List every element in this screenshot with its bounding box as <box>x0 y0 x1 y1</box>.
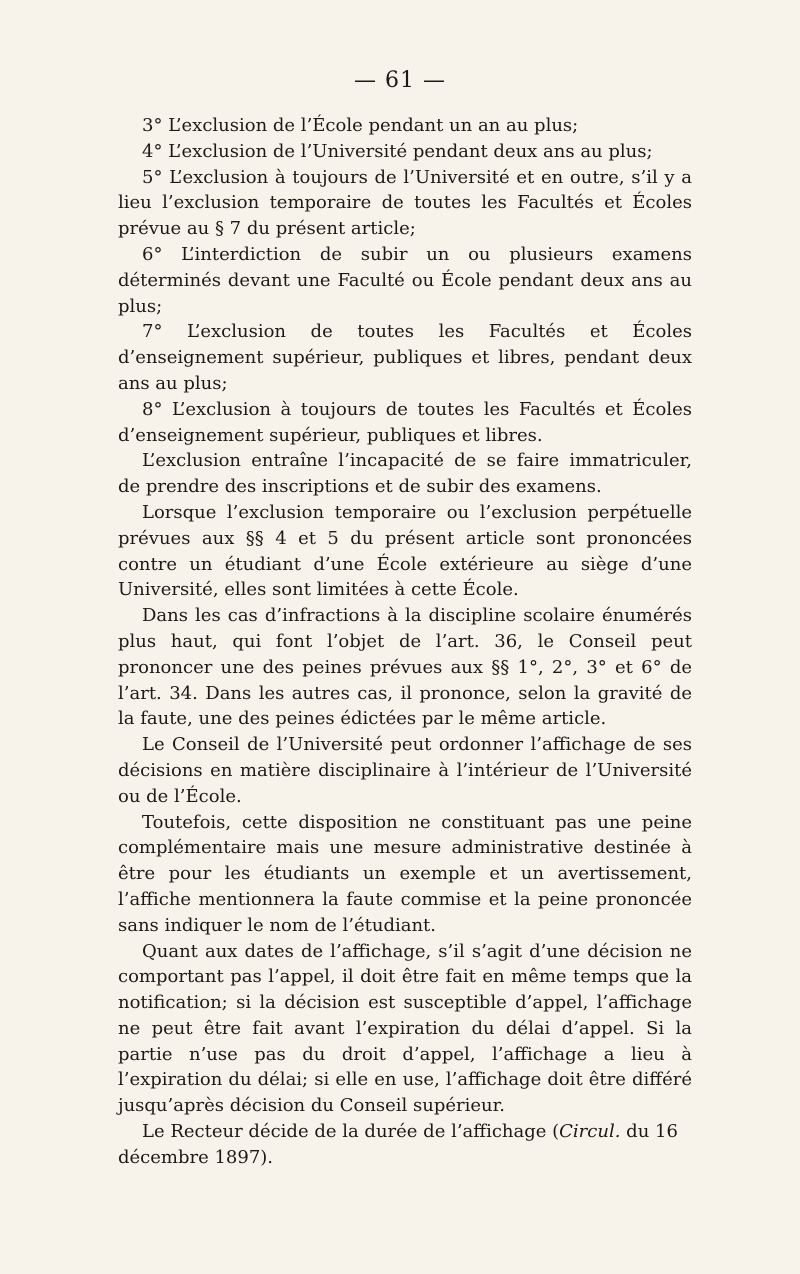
rector-text-before: Le Recteur décide de la durée de l’affichage ( <box>142 1121 560 1143</box>
circular-reference: Circul. <box>559 1121 621 1143</box>
paragraph-item-3: 3° L’exclusion de l’École pendant un an au plus; <box>142 115 579 136</box>
paragraph-rector-decision <box>118 1119 692 1171</box>
paragraph-infractions: Dans les cas d’infractions à la discipline scolaire énumérés plus haut, qui font l’objet de l’art. 36, le Conseil peut prononcer une des peines prévues aux §§ 1°, 2°, 3° et 6° de l’art. 34. Dans les autres cas, il prononce, selon la gravité de la faute, une des peines édictées par le même article. <box>118 605 692 730</box>
paragraph-item-6: 6° L’interdiction de subir un ou plusieurs examens déterminés devant une Faculté ou École pendant deux ans au plus; <box>118 243 692 317</box>
paragraph-posting-dates: Quant aux dates de l’affichage, s’il s’agit d’une décision ne comportant pas l’appel, il doit être fait en même temps que la notification; si la décision est susceptible d’appel, l’affichage ne peut être fait avant l’expiration du délai d’appel. Si la partie n’use pas du droit d’appel, l’affichage a lieu à l’expiration du délai; si elle en use, l’affichage doit être différé jusqu’après décision du Conseil supérieur. <box>118 940 692 1117</box>
paragraph-exclusion-consequences: L’exclusion entraîne l’incapacité de se faire immatriculer, de prendre des inscriptions et de subir des examens. <box>118 450 692 498</box>
paragraph-council-posting: Le Conseil de l’Université peut ordonner l’affichage de ses décisions en matière disciplinaire à l’intérieur de l’Université ou de l’École. <box>118 734 692 807</box>
paragraph-administrative-measure: Toutefois, cette disposition ne constituant pas une peine complémentaire mais une mesure administrative destinée à être pour les étudiants un exemple et un avertissement, l’affiche mentionnera la faute commise et la peine prononcée sans indiquer le nom de l’étudiant. <box>118 811 692 936</box>
rector-text-after: du 16 décembre 1897). <box>118 1121 678 1168</box>
paragraph-item-7: 7° L’exclusion de toutes les Facultés et Écoles d’enseignement supérieur, publiques et libres, pendant deux ans au plus; <box>118 321 692 394</box>
paragraph-external-school: Lorsque l’exclusion temporaire ou l’exclusion perpétuelle prévues aux §§ 4 et 5 du présent article sont prononcées contre un étudiant d’une École extérieure au siège d’une Université, elles sont limitées à cette École. <box>118 501 692 601</box>
paragraph-item-8: 8° L’exclusion à toujours de toutes les Facultés et Écoles d’enseignement supérieur, publiques et libres. <box>118 398 692 446</box>
page-number: — 61 — <box>354 68 446 93</box>
paragraph-item-5: 5° L’exclusion à toujours de l’Université et en outre, s’il y a lieu l’exclusion temporaire de toutes les Facultés et Écoles prévue au § 7 du présent article; <box>118 166 692 240</box>
paragraph-item-4: 4° L’exclusion de l’Université pendant deux ans au plus; <box>142 140 653 162</box>
body-text <box>118 113 692 1171</box>
